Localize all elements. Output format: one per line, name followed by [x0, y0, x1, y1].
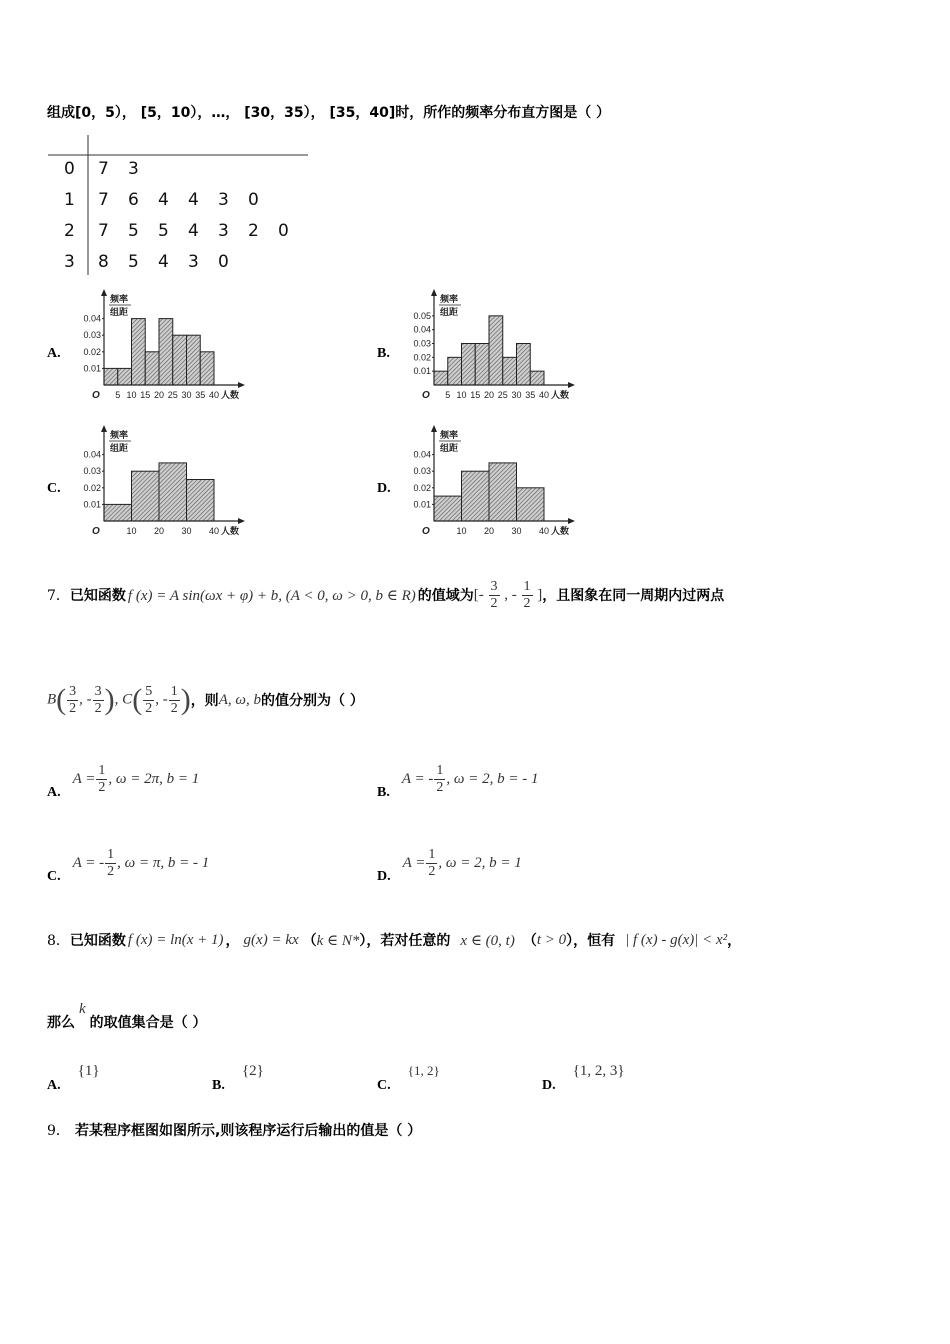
x-tick-label: 25: [497, 390, 508, 400]
q7-b-den2: 2: [94, 700, 102, 716]
q7-paren-open-c: (: [132, 683, 143, 716]
q7-text2: 的值域为: [417, 588, 474, 604]
leaf: 3: [218, 190, 229, 210]
q7-copt-num: 1: [107, 846, 115, 862]
q7-r1-den: 2: [490, 595, 498, 611]
question-9: [47, 1120, 421, 1140]
q7-c-den2: 2: [170, 700, 178, 716]
q8-line2a: 那么: [47, 1015, 75, 1031]
q8-paren1: （: [302, 933, 317, 949]
y-label-top: 频率: [110, 294, 129, 304]
q8-option-a-value: {1}: [77, 1063, 100, 1079]
histogram-bar: [187, 480, 215, 522]
y-label-bottom: 组距: [440, 307, 459, 317]
y-tick-label: 0.02: [83, 346, 101, 357]
leaf: 7: [98, 221, 109, 241]
q7-point-b-name: B: [47, 691, 57, 708]
histogram-bar: [200, 352, 214, 385]
q7-option-d-label: D.: [377, 869, 391, 884]
q7-a-den: 2: [98, 779, 106, 795]
q8-k: k ∈ N*: [316, 932, 360, 949]
y-tick-label: 0.03: [83, 330, 101, 341]
x-tick-label: 35: [525, 390, 536, 400]
x-tick-label: 40: [208, 526, 220, 536]
q7-option-a-math: [73, 764, 200, 795]
q7-d-post: , ω = 2, b = 1: [438, 854, 522, 871]
histogram-bar: [517, 344, 531, 386]
q7-paren-close-c: ): [180, 683, 191, 716]
x-tick-label: 5: [115, 390, 121, 400]
q8-option-d[interactable]: [542, 1060, 625, 1093]
histogram-bar: [489, 316, 503, 385]
q7-b-num2: 3: [94, 683, 102, 699]
y-tick-label: 0.04: [83, 449, 101, 460]
leaf: 3: [128, 159, 139, 179]
y-tick-label: 0.02: [413, 482, 431, 493]
q7-copt-den: 2: [107, 863, 115, 879]
q7-paren-open-b: (: [56, 683, 67, 716]
q8-kvar: k: [79, 1001, 86, 1017]
q8-option-c[interactable]: [377, 1060, 440, 1093]
histogram-bar: [448, 357, 462, 385]
q7-point-c-name: , C: [114, 691, 133, 708]
q7-c-frac1: [143, 685, 154, 716]
q7-option-a-label: A.: [47, 785, 61, 800]
histogram-bar: [159, 319, 173, 385]
histogram-bar: [462, 471, 490, 521]
y-tick-label: 0.02: [83, 482, 101, 493]
question-8-line1: [47, 930, 741, 950]
q7-c-den1: 2: [145, 700, 153, 716]
q8-option-d-value: {1, 2, 3}: [572, 1063, 625, 1079]
x-label: 人数: [551, 526, 570, 536]
question-7-line1: [47, 565, 724, 625]
q7-option-c[interactable]: [47, 841, 209, 885]
q7-option-d[interactable]: [377, 841, 522, 885]
q7-copt-frac: [105, 848, 116, 879]
histogram-bar: [104, 504, 132, 521]
x-axis-arrow-icon: [238, 382, 245, 388]
q9-text: 若某程序框图如图所示,则该程序运行后输出的值是（ ）: [75, 1123, 422, 1139]
q8-option-b-label: B.: [212, 1078, 225, 1093]
x-tick-label: 10: [126, 526, 137, 536]
q8-paren3: （: [522, 933, 537, 949]
q7-c-frac2: [169, 685, 180, 716]
q7-c-pre: A = -: [72, 854, 105, 871]
histogram-bar: [145, 352, 159, 385]
leaf: 5: [128, 252, 139, 272]
histogram-bar: [187, 335, 201, 385]
q7-text4: ，则: [190, 693, 219, 709]
y-tick-label: 0.04: [83, 313, 101, 324]
histogram-bar: [132, 471, 160, 521]
x-tick-label: 30: [181, 526, 192, 536]
histogram-bar: [517, 488, 545, 521]
q7-option-a[interactable]: [47, 757, 199, 801]
x-axis-arrow-icon: [568, 518, 575, 524]
q7-option-c-label: C.: [47, 869, 61, 884]
q8-text1: 已知函数: [69, 933, 126, 949]
x-tick-label: 40: [208, 390, 220, 400]
histogram-c[interactable]: [70, 424, 260, 544]
histogram-bar: [434, 371, 448, 385]
q7-c-num2: 1: [170, 683, 178, 699]
q7-dopt-den: 2: [428, 863, 436, 879]
y-label-bottom: 组距: [440, 443, 459, 453]
x-tick-label: 30: [181, 390, 192, 400]
histogram-bar: [530, 371, 544, 385]
q7-a-num: 1: [98, 762, 106, 778]
q7-option-b-math: [402, 764, 539, 795]
q7-b-frac1: [67, 685, 78, 716]
q8-option-c-label: C.: [377, 1078, 391, 1093]
leaf: 6: [128, 190, 139, 210]
q7-r2-num: 1: [523, 578, 531, 594]
q8-option-d-label: D.: [542, 1078, 556, 1093]
q7-b-den1: 2: [69, 700, 77, 716]
q7-bopt-num: 1: [436, 762, 444, 778]
stem-leaf-lines: [48, 135, 318, 280]
leaf: 4: [188, 190, 199, 210]
q7-range-open: [-: [473, 586, 484, 603]
q7-range-mid: , -: [504, 586, 517, 603]
leaf: 7: [98, 190, 109, 210]
q8-text2: ），若对任意的: [359, 933, 451, 949]
histogram-bar: [475, 344, 489, 386]
y-tick-label: 0.02: [413, 352, 431, 363]
y-label-top: 频率: [110, 430, 129, 440]
y-label-top: 频率: [440, 294, 459, 304]
q7-paren-close-b: ): [104, 683, 115, 716]
y-tick-label: 0.03: [83, 466, 101, 477]
q7-option-b-label: B.: [377, 785, 390, 800]
q7-dopt-frac: [426, 848, 437, 879]
x-tick-label: 10: [126, 390, 137, 400]
leaf: 0: [278, 221, 289, 241]
q7-function: f (x) = A sin(ωx + φ) + b, (A < 0, ω > 0, b ∈ R): [127, 587, 416, 604]
q7-a-frac: [96, 764, 107, 795]
q7-b-post: , ω = 2, b = - 1: [446, 770, 539, 787]
stem-3: 3: [64, 252, 75, 272]
q6-option-d-label[interactable]: D.: [377, 481, 391, 496]
leaf: 4: [158, 252, 169, 272]
histogram-bar: [503, 357, 517, 385]
leaf: 0: [248, 190, 259, 210]
histogram-bar: [489, 463, 517, 521]
histogram-b[interactable]: [400, 288, 590, 408]
question-8-line2: [47, 1000, 207, 1032]
y-label-bottom: 组距: [110, 307, 129, 317]
q7-number: 7．: [47, 588, 70, 604]
q7-bopt-frac: [434, 764, 445, 795]
histogram-bar: [118, 368, 132, 385]
leaf: 2: [248, 221, 259, 241]
q7-text3: ，且图象在同一周期内过两点: [542, 588, 725, 604]
origin-label: O: [422, 390, 430, 401]
q7-vars: A, ω, b: [218, 691, 261, 708]
x-tick-label: 20: [153, 526, 165, 536]
x-tick-label: 30: [511, 526, 522, 536]
q9-number: 9．: [47, 1123, 70, 1139]
q8-comma1: ，: [225, 933, 240, 949]
x-axis-arrow-icon: [568, 382, 575, 388]
q7-range: [474, 580, 543, 611]
leaf: 5: [128, 221, 139, 241]
x-label: 人数: [221, 526, 240, 536]
x-tick-label: 30: [511, 390, 522, 400]
y-label-top: 频率: [440, 430, 459, 440]
question-6-intro: 组成[0，5）， [5，10），…， [30，35）， [35，40]时，所作的频率分布直方图是（ ）: [47, 105, 611, 121]
y-tick-label: 0.01: [413, 499, 431, 510]
q7-range-frac1: [489, 580, 500, 611]
histogram-bar: [104, 368, 118, 385]
q7-text5: 的值分别为（ ）: [260, 693, 364, 709]
q6-option-a-label[interactable]: A.: [47, 346, 61, 361]
x-tick-label: 10: [456, 526, 467, 536]
origin-label: O: [92, 390, 100, 401]
leaf: 5: [158, 221, 169, 241]
q8-x: x ∈ (0, t): [460, 932, 515, 949]
y-tick-label: 0.05: [413, 310, 431, 321]
leaf: 4: [188, 221, 199, 241]
q7-c-sep: , -: [155, 691, 168, 708]
y-tick-label: 0.03: [413, 338, 431, 349]
x-tick-label: 40: [538, 526, 550, 536]
y-tick-label: 0.04: [413, 449, 431, 460]
x-tick-label: 15: [470, 390, 481, 400]
x-tick-label: 10: [456, 390, 467, 400]
q8-option-a-label: A.: [47, 1078, 61, 1093]
histogram-bar: [462, 344, 476, 386]
leaf: 8: [98, 252, 109, 272]
y-tick-label: 0.04: [413, 324, 431, 335]
x-label: 人数: [551, 390, 570, 400]
y-tick-label: 0.01: [413, 366, 431, 377]
q8-t: t > 0: [536, 931, 567, 948]
q6-option-b-label[interactable]: B.: [377, 346, 390, 361]
stem-2: 2: [64, 221, 75, 241]
histogram-bar: [159, 463, 187, 521]
origin-label: O: [92, 526, 100, 537]
x-label: 人数: [221, 390, 240, 400]
q7-b-num1: 3: [69, 683, 77, 699]
q8-option-b-value: {2}: [241, 1063, 264, 1079]
leaf: 0: [218, 252, 229, 272]
q8-inequality: | f (x) - g(x)| < x²: [625, 931, 728, 948]
histogram-bar: [434, 496, 462, 521]
histogram-d[interactable]: [400, 424, 590, 544]
q7-c-post: , ω = π, b = - 1: [117, 854, 210, 871]
x-axis-arrow-icon: [238, 518, 245, 524]
q7-option-c-math: [73, 848, 210, 879]
x-tick-label: 20: [153, 390, 165, 400]
q8-option-c-value: {1, 2}: [407, 1063, 440, 1078]
q7-dopt-num: 1: [428, 846, 436, 862]
y-axis-arrow-icon: [101, 289, 107, 296]
q7-d-pre: A =: [402, 854, 426, 871]
x-tick-label: 40: [538, 390, 550, 400]
q7-b-sep: , -: [79, 691, 92, 708]
q7-b-pre: A = -: [401, 770, 434, 787]
q8-end: ，: [727, 933, 742, 949]
q8-option-b[interactable]: [212, 1060, 264, 1093]
y-axis-arrow-icon: [431, 289, 437, 296]
q6-option-c-label[interactable]: C.: [47, 481, 61, 496]
q7-c-num1: 5: [145, 683, 153, 699]
x-tick-label: 20: [483, 390, 495, 400]
x-tick-label: 35: [195, 390, 206, 400]
stem-0: 0: [64, 159, 75, 179]
histogram-a[interactable]: [70, 288, 260, 408]
y-tick-label: 0.01: [83, 363, 101, 374]
origin-label: O: [422, 526, 430, 537]
q8-f: f (x) = ln(x + 1): [127, 931, 224, 948]
histogram-bar: [132, 319, 146, 385]
y-label-bottom: 组距: [110, 443, 129, 453]
y-axis-arrow-icon: [431, 425, 437, 432]
leaf: 3: [218, 221, 229, 241]
q7-option-b[interactable]: [377, 757, 538, 801]
q8-text4: ），恒有: [566, 933, 616, 949]
stem-leaf-plot: [48, 135, 318, 280]
histogram-bar: [173, 335, 187, 385]
q7-bopt-den: 2: [436, 779, 444, 795]
stem-1: 1: [64, 190, 75, 210]
y-tick-label: 0.03: [413, 466, 431, 477]
q7-b-frac2: [93, 685, 104, 716]
q7-points: [47, 683, 191, 717]
x-tick-label: 25: [167, 390, 178, 400]
x-tick-label: 20: [483, 526, 495, 536]
q8-number: 8．: [47, 933, 70, 949]
x-tick-label: 15: [140, 390, 151, 400]
q7-text1: 已知函数: [69, 588, 126, 604]
leaf: 4: [158, 190, 169, 210]
leaf: 3: [188, 252, 199, 272]
q7-a-post: , ω = 2π, b = 1: [108, 770, 200, 787]
q7-option-d-math: [403, 848, 522, 879]
question-7-line2: [47, 672, 364, 728]
q8-line2b: 的取值集合是（ ）: [89, 1015, 207, 1031]
y-axis-arrow-icon: [101, 425, 107, 432]
q7-range-close: ]: [537, 586, 543, 603]
leaf: 7: [98, 159, 109, 179]
q8-option-a[interactable]: [47, 1060, 100, 1093]
x-tick-label: 5: [445, 390, 451, 400]
q7-range-frac2: [522, 580, 533, 611]
q7-r2-den: 2: [523, 595, 531, 611]
q7-a-pre: A =: [72, 770, 96, 787]
q8-g: g(x) = kx: [243, 931, 299, 948]
y-tick-label: 0.01: [83, 499, 101, 510]
q7-r1-num: 3: [490, 578, 498, 594]
